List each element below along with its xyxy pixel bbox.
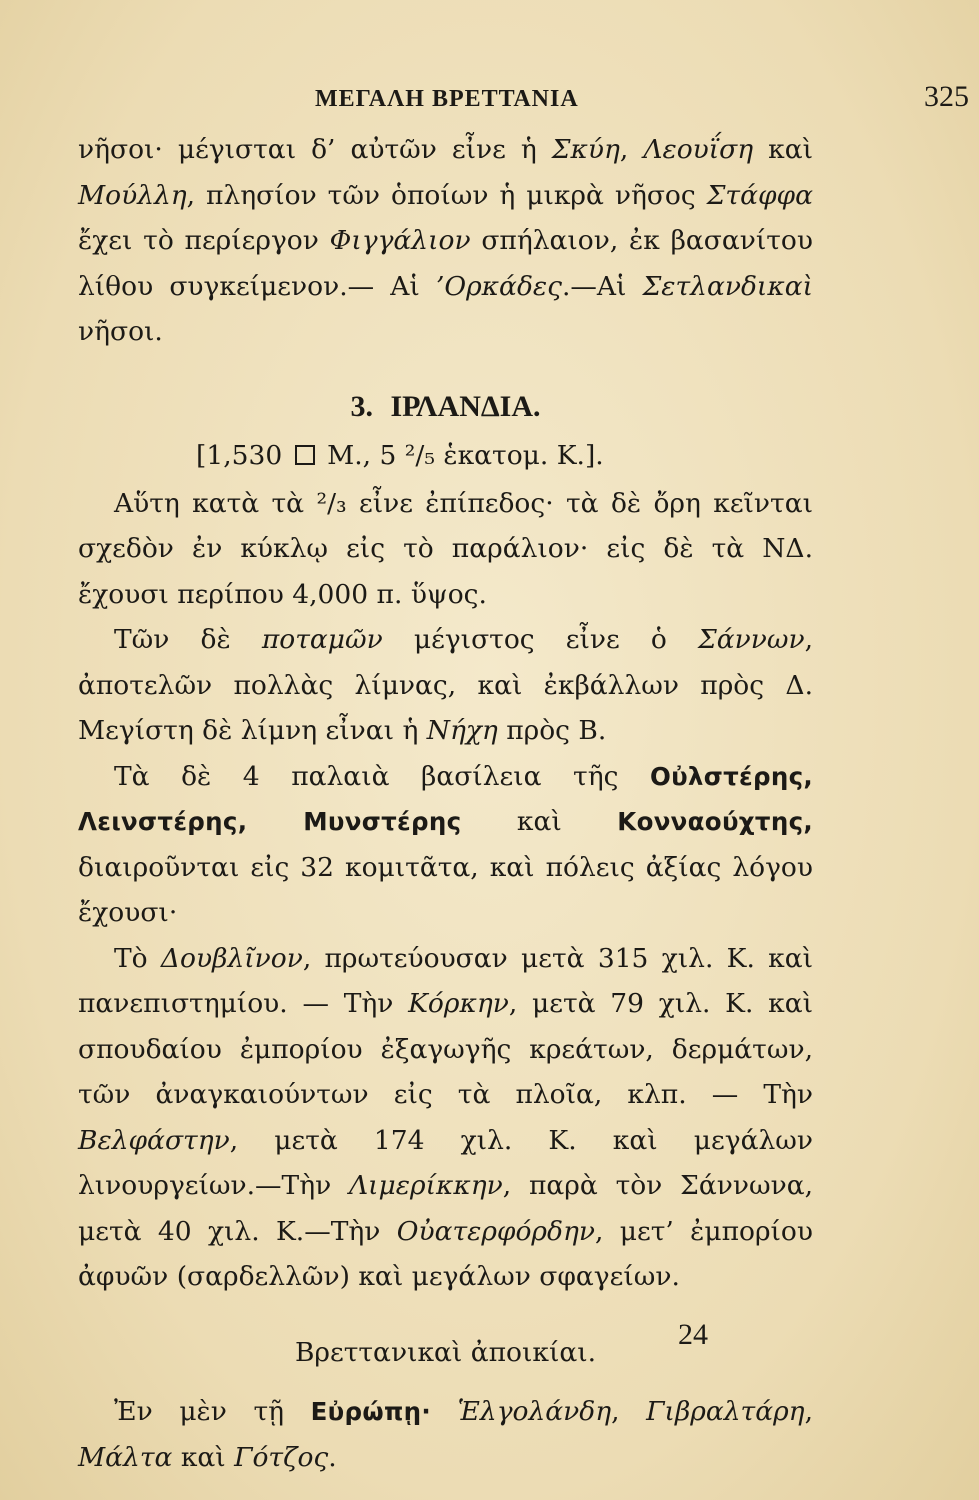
paragraph-kingdoms [78, 754, 813, 936]
signature-mark: 24 [678, 1318, 708, 1351]
text-run: καὶ [172, 1441, 235, 1473]
subheading-colonies: Βρεττανικαὶ ἀποικίαι. [294, 1336, 597, 1368]
text-run: Ἐν μὲν τῇ [114, 1396, 311, 1427]
page-body [78, 127, 813, 1480]
text-run: σπήλαιον, ἐκ βασανίτου λίθου συγκείμενον.— Αἱ [78, 225, 813, 302]
text-run: , μετὰ 79 χιλ. Κ. καὶ σπουδαίου ἐμπορίου ἐξαγωγῆς κρεάτων, δερμάτων, τῶν ἀναγκαιούντων εἰς τὰ πλοῖα, κλπ. — Τὴν [78, 988, 813, 1110]
section-heading [78, 383, 813, 431]
text-run: ἔχει τὸ περίεργον [78, 225, 330, 256]
italic-run: Βελφάστην [78, 1124, 230, 1156]
text-run: Τὰ δὲ 4 παλαιὰ βασίλεια τῆς [114, 760, 650, 792]
italic-run: Δουβλῖνον [160, 942, 303, 974]
stats-area: [1,530 [196, 439, 283, 471]
text-run: Τὸ [114, 942, 161, 974]
italic-run: Μάλτα [78, 1441, 173, 1473]
text-run: νῆσοι. [78, 316, 163, 347]
italic-run: Σκύη [551, 134, 620, 165]
text-run: .—Αἱ [561, 270, 643, 302]
italic-run: Στάφφα [706, 179, 813, 211]
paragraph-cities [78, 936, 813, 1300]
italic-run: Λιμερίκκην [349, 1170, 503, 1201]
italic-run: ’Ορκάδες [435, 270, 562, 302]
text-run: πρὸς Β. [497, 715, 607, 746]
text-run: , [804, 1396, 813, 1427]
italic-run: Γιβραλτάρη [646, 1396, 805, 1427]
running-title: ΜΕΓΑΛΗ ΒΡΕΤΤΑΝΙΑ [315, 86, 579, 112]
intro-paragraph [78, 127, 813, 355]
section-number: 3. [350, 389, 373, 423]
italic-run: Σάννων [697, 624, 805, 655]
italic-run: Νήχη [426, 715, 498, 746]
text-run: , ἀποτελῶν πολλὰς λίμνας, καὶ ἐκβάλλων πρὸς Δ. Μεγίστη δὲ λίμνη εἶναι ἡ [78, 624, 813, 746]
text-run: , [611, 1396, 647, 1427]
text-run: , μετ’ ἐμπορίου ἀφυῶν (σαρδελλῶν) καὶ μεγάλων σφαγείων. [78, 1215, 813, 1292]
italic-run: Μούλλη [78, 179, 187, 211]
italic-run: Γότζος [234, 1441, 329, 1473]
italic-run: Σετλανδικαὶ [642, 270, 813, 302]
text-run: , παρὰ τὸν Σάννωνα, μετὰ 40 χιλ. Κ.—Τὴν [78, 1170, 814, 1247]
text-run [431, 1396, 458, 1427]
square-symbol-icon [295, 445, 315, 465]
italic-run: Φιγγάλιον [329, 225, 471, 256]
text-run: Αὕτη κατὰ τὰ ²/₃ εἶνε ἐπίπεδος· τὰ δὲ ὄρη κεῖνται σχεδὸν ἐν κύκλῳ εἰς τὸ παράλιον· εἰς δὲ τὰ ΝΔ. ἔχουσι περίπου 4,000 π. ὕψος. [78, 487, 813, 610]
text-run: , μετὰ 174 χιλ. Κ. καὶ μεγάλων λινουργείων.—Τὴν [78, 1124, 813, 1201]
page-number: 325 [924, 80, 969, 113]
italic-run: ποταμῶν [261, 624, 383, 655]
paragraph-terrain [78, 481, 813, 618]
italic-run: Λεουΐση [643, 134, 754, 165]
page-header [80, 80, 969, 120]
text-run: , πλησίον τῶν ὁποίων ἡ μικρὰ νῆσος [186, 179, 707, 211]
text-run: νῆσοι· μέγισται δ’ αὐτῶν εἶνε ἡ [78, 134, 552, 165]
text-run: καὶ [753, 134, 813, 165]
bold-run: Κονναούχτης, [617, 807, 813, 836]
stats-population: Μ., 5 ²/₅ ἑκατομ. Κ.]. [327, 439, 604, 471]
paragraph-colonies [78, 1389, 813, 1480]
text-run: διαιροῦνται εἰς 32 κομιτᾶτα, καὶ πόλεις ἀξίας λόγου ἔχουσι· [78, 851, 813, 928]
bold-run: Εὐρώπῃ· [310, 1397, 431, 1426]
text-run: . [328, 1441, 337, 1473]
text-run: , [619, 134, 644, 165]
italic-run: Κόρκην [408, 988, 509, 1019]
section-stats [78, 431, 813, 481]
italic-run: Ἑλγολάνδη [457, 1396, 612, 1427]
section-title: ΙΡΛΑΝΔΙΑ. [390, 389, 541, 423]
italic-run: Οὐατερφόρδην [396, 1215, 595, 1247]
text-run: , πρωτεύουσαν μετὰ 315 χιλ. Κ. καὶ πανεπιστημίου. — Τὴν [78, 942, 813, 1019]
paragraph-rivers [78, 617, 813, 754]
text-run: μέγιστος εἶνε ὁ [382, 624, 698, 655]
bold-run: Οὐλστέρης, Λεινστέρης, Μυνστέρης [78, 761, 813, 836]
text-run: Τῶν δὲ [114, 624, 262, 655]
text-run: καὶ [461, 806, 618, 837]
